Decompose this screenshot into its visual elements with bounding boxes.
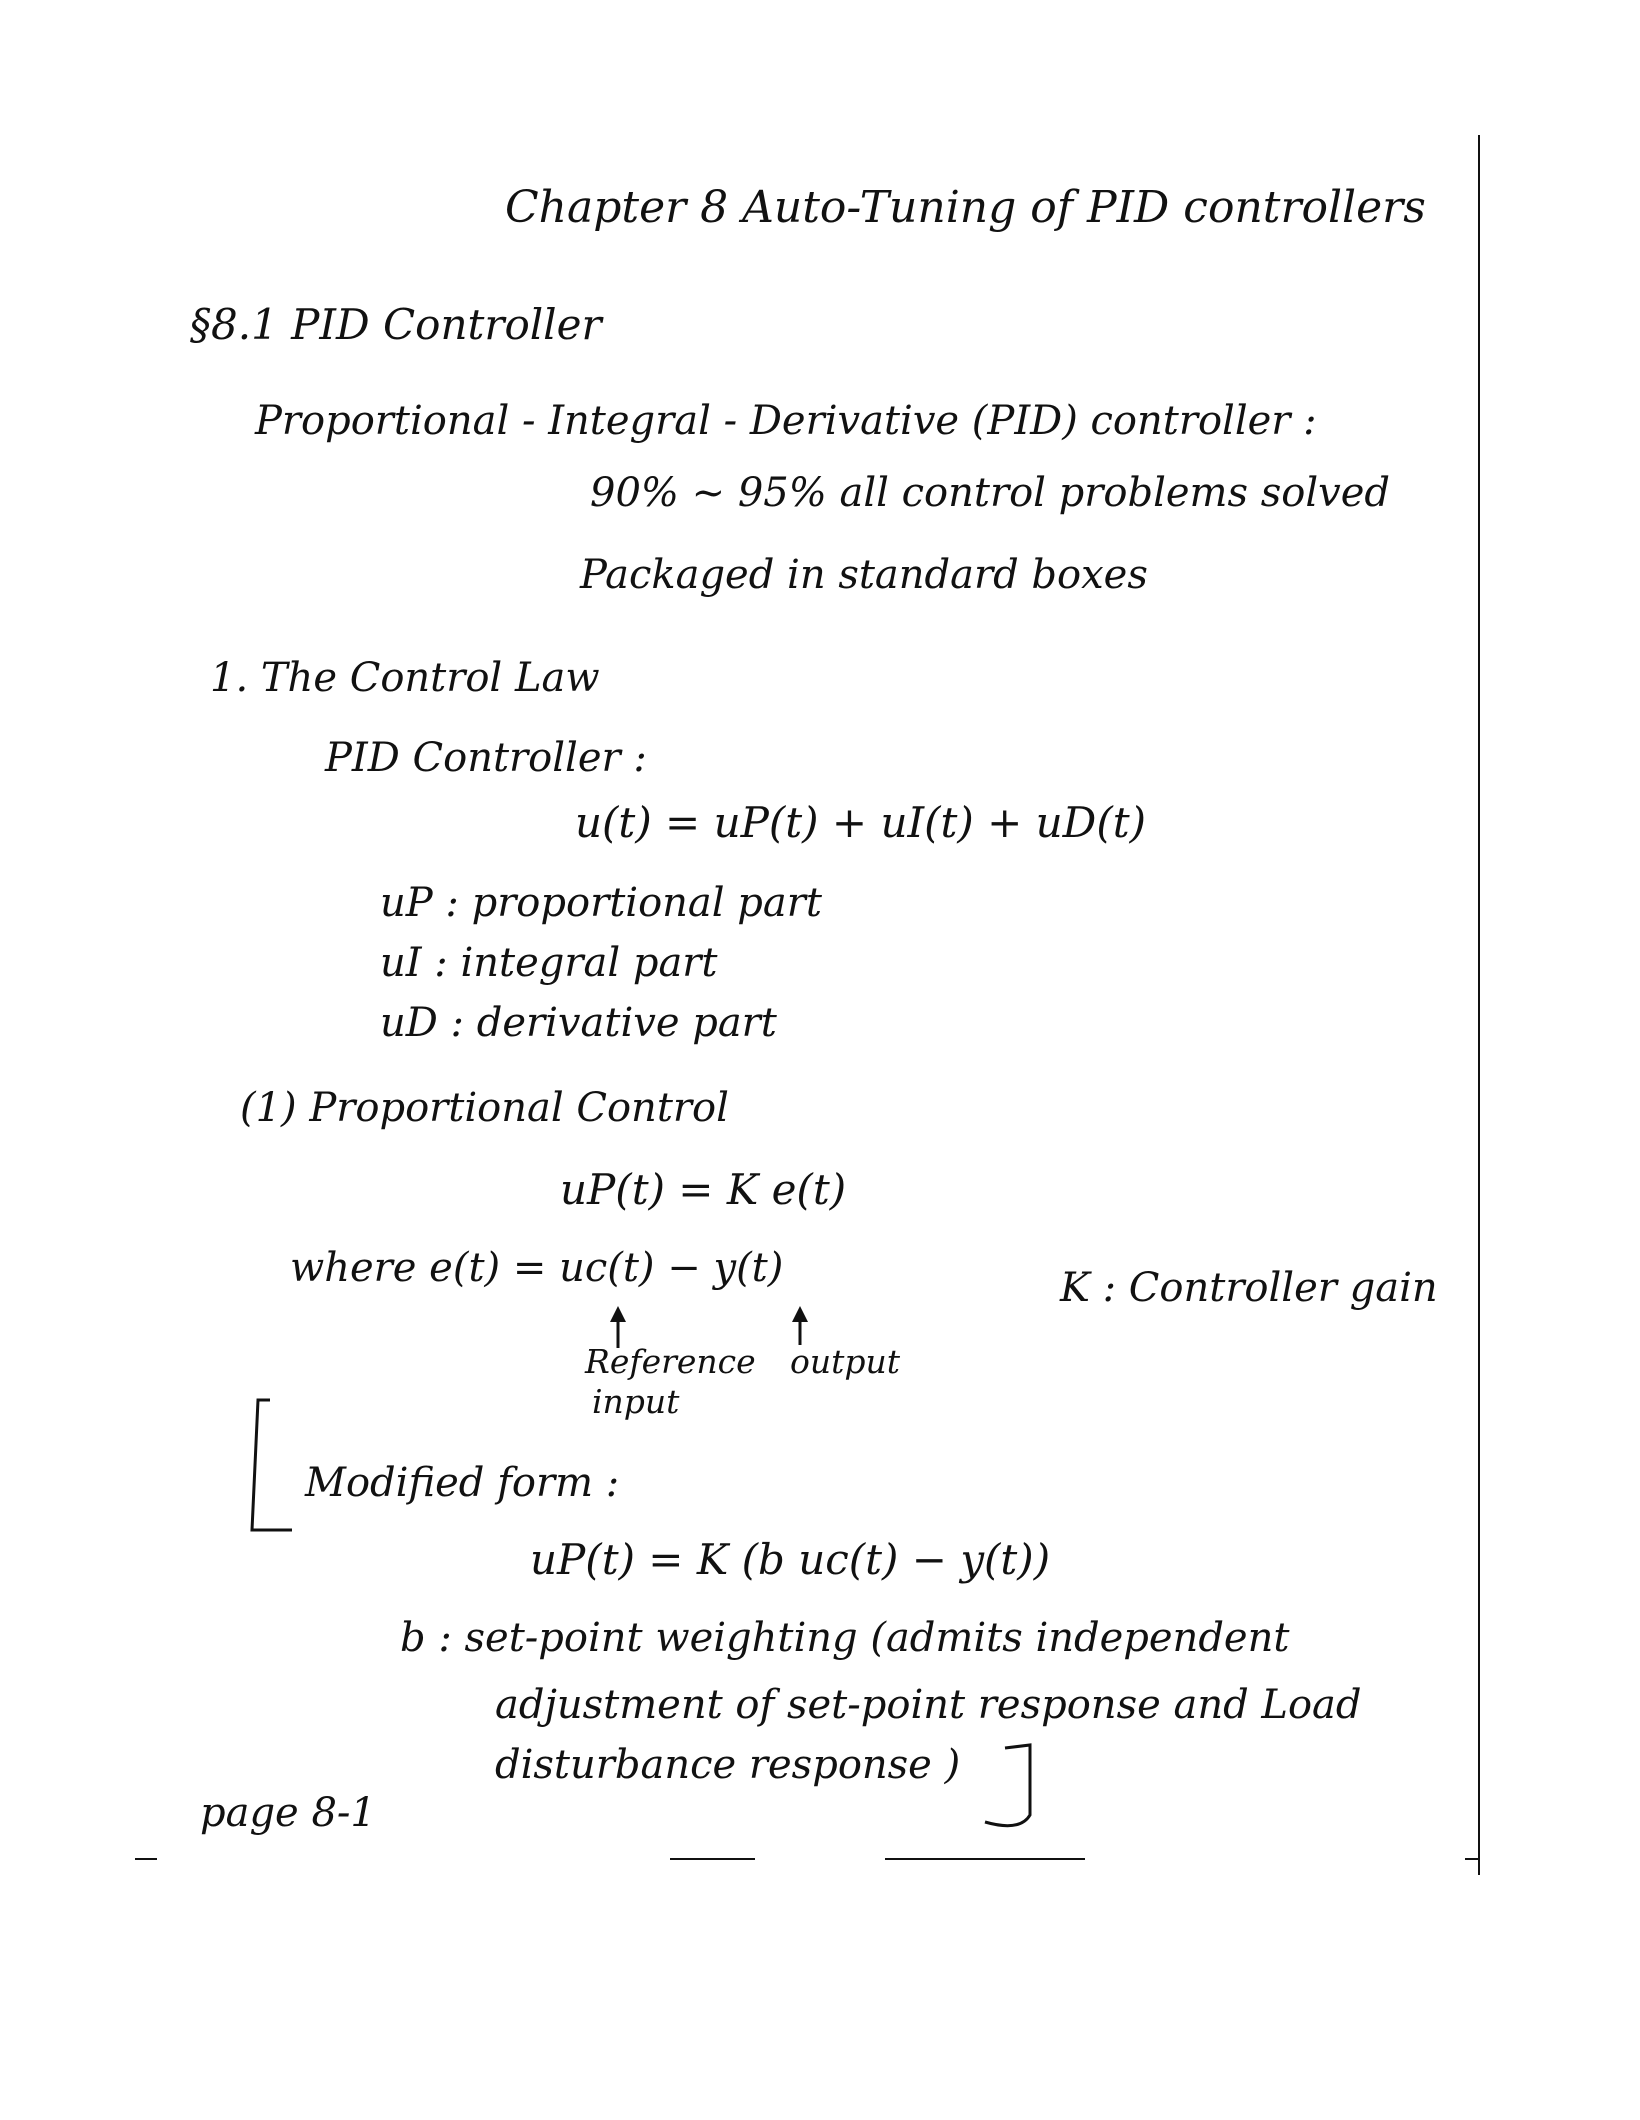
output-label: output xyxy=(790,1342,901,1381)
left-bracket xyxy=(252,1400,292,1530)
intro-line-3: Packaged in standard boxes xyxy=(580,552,1148,598)
b-note-line-1: b : set-point weighting (admits independent xyxy=(400,1615,1290,1661)
subsection-heading: 1. The Control Law xyxy=(210,655,600,701)
bottom-rule-3 xyxy=(885,1858,1085,1860)
arrow-head-output xyxy=(792,1306,808,1322)
arrow-head-reference xyxy=(610,1306,626,1322)
right-bracket xyxy=(985,1745,1030,1826)
section-heading: §8.1 PID Controller xyxy=(190,300,602,349)
gain-note: K : Controller gain xyxy=(1060,1265,1438,1311)
pid-label: PID Controller : xyxy=(325,735,647,781)
reference-label-input: input xyxy=(592,1382,680,1421)
where-line: where e(t) = uc(t) − y(t) xyxy=(290,1245,784,1291)
part-integral: uI : integral part xyxy=(380,940,718,986)
b-note-line-3: disturbance response ) xyxy=(495,1742,961,1788)
part-proportional: uP : proportional part xyxy=(380,880,822,926)
pid-equation: u(t) = uP(t) + uI(t) + uD(t) xyxy=(575,798,1146,847)
bottom-rule-4 xyxy=(1465,1858,1480,1860)
bottom-rule-1 xyxy=(135,1858,157,1860)
item-proportional-control: (1) Proportional Control xyxy=(240,1085,729,1131)
modified-equation: uP(t) = K (b uc(t) − y(t)) xyxy=(530,1535,1051,1584)
p-equation: uP(t) = K e(t) xyxy=(560,1165,847,1214)
b-note-line-2: adjustment of set-point response and Load xyxy=(495,1682,1362,1728)
bottom-rule-2 xyxy=(670,1858,755,1860)
intro-line-2: 90% ~ 95% all control problems solved xyxy=(590,470,1390,516)
page-number: page 8-1 xyxy=(200,1790,376,1836)
reference-label: Reference xyxy=(585,1342,756,1381)
chapter-title: Chapter 8 Auto-Tuning of PID controllers xyxy=(505,182,1426,233)
part-derivative: uD : derivative part xyxy=(380,1000,777,1046)
right-margin-line xyxy=(1478,135,1480,1875)
modified-form-label: Modified form : xyxy=(305,1460,620,1506)
intro-line-1: Proportional - Integral - Derivative (PID) controller : xyxy=(255,398,1317,444)
